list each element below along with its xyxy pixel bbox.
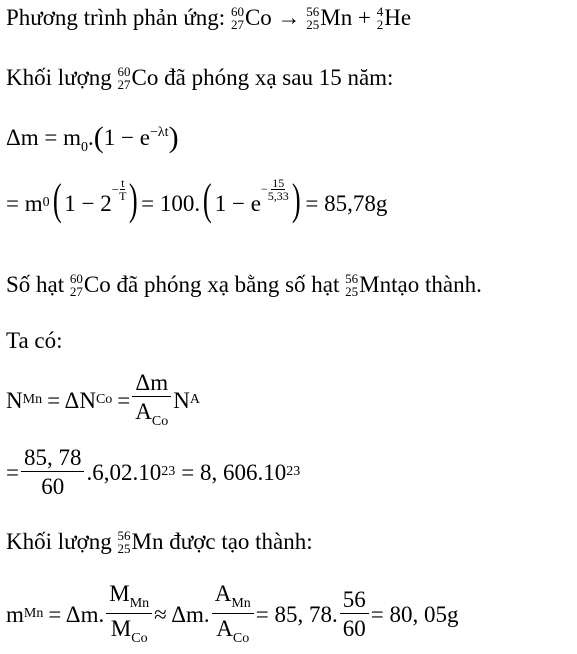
particle-count-statement: Số hạt 60 27 Co đã phóng xạ bằng số hạt 56 25 Mntạo thành. xyxy=(6,270,482,299)
helium-nuclide: 4 2 He xyxy=(376,3,412,32)
reaction-label: Phương trình phản ứng: xyxy=(6,5,226,30)
reaction-equation-line: Phương trình phản ứng: 60 27 Co → 56 25 Mn + 4 2 He xyxy=(6,3,412,32)
mn-mass-calculation: m Mn = Δm. $\frac{M_{Mn}}{M_{Co}}$ ≈ Δm. $\frac{A_{Mn}}{A_{Co}}$ = 85, 78. $\frac{56}{60}$ = 80, 05g xyxy=(6,581,459,646)
particle-number-formula: N Mn = ΔN Co = $\frac{\Delta m}{A_{Co}}$ N A xyxy=(6,370,200,429)
ta-co-label: Ta có: xyxy=(6,328,63,353)
delta-m-formula: $\Delta m = m_0.(1 - e^{-\lambda t})$ xyxy=(6,121,179,155)
mn-mass-heading: Khối lượng 56 25 Mn được tạo thành: xyxy=(6,527,313,556)
particle-number-calculation: = $\frac{85, 78}{60}$ .6,02.10 23 = 8, 606.10 23 xyxy=(6,445,301,499)
arrow: → xyxy=(277,5,301,30)
cobalt-nuclide: 60 27 Co xyxy=(230,3,272,32)
delta-m-calculation: = m 0 ( 1 − 2 − $\frac{t}{T}$ ) = 100. ( 1 − e − $\frac{15}{5,33}$ ) = 85,78g xyxy=(6,175,388,224)
mass-decayed-heading: Khối lượng 60 27 Co đã phóng xạ sau 15 năm: xyxy=(6,63,394,92)
manganese-nuclide: 56 25 Mn xyxy=(306,3,353,32)
